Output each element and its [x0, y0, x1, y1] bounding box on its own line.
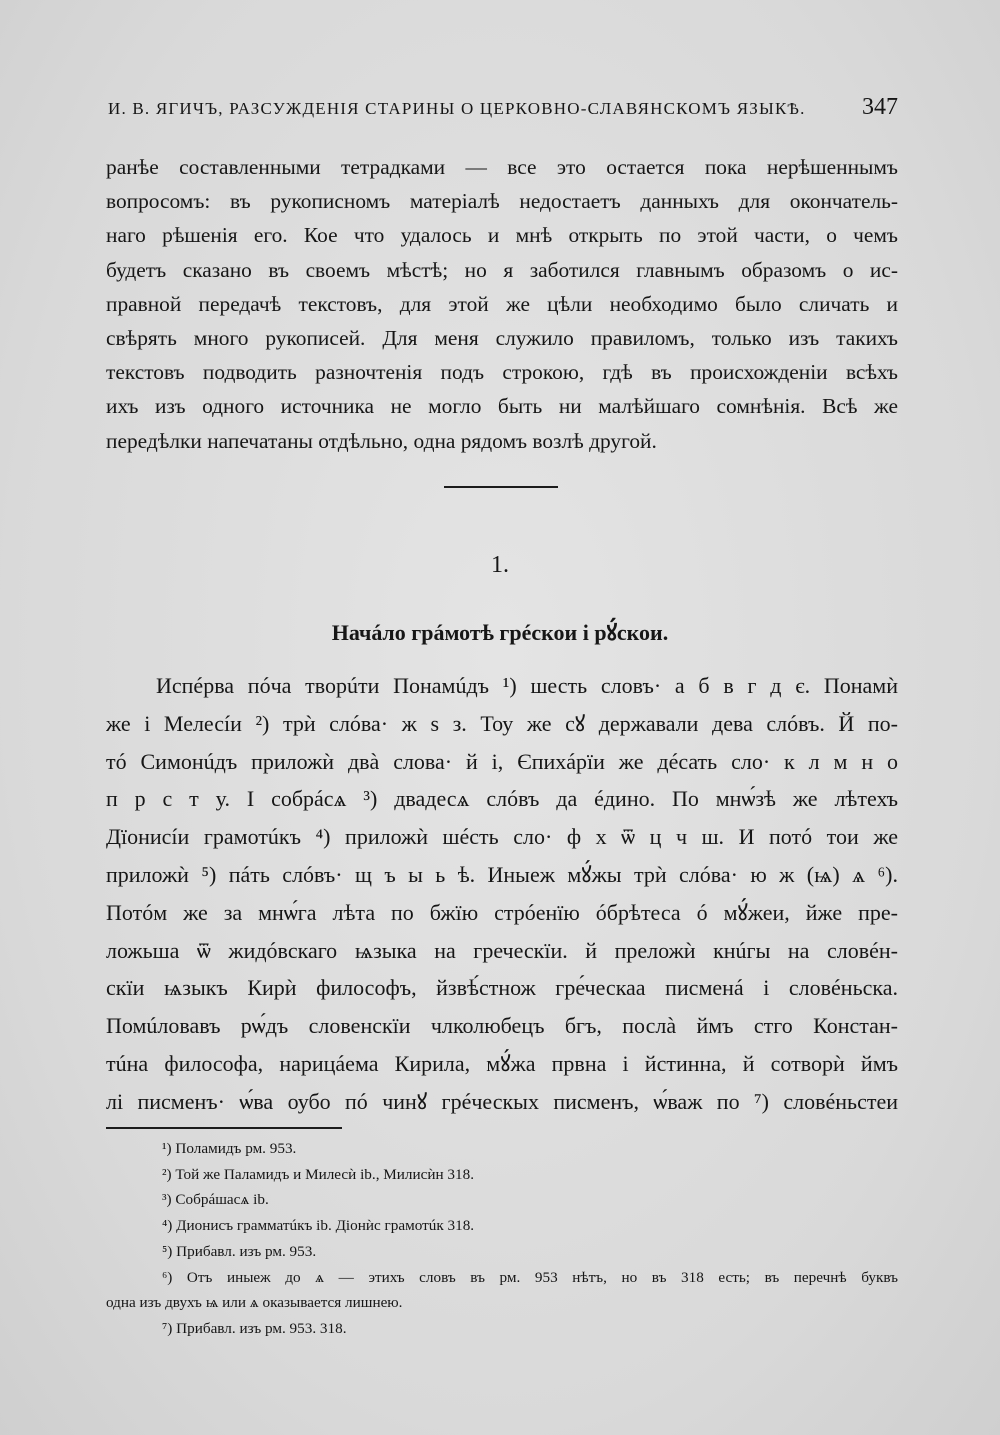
old-slavonic-text: [106, 667, 898, 1121]
old-text-line: Испéрва пóча творúти Понамúдъ ¹) шесть словъ· а б в г д є. Понамѝ: [156, 673, 898, 698]
old-text-line: тó Симонúдъ приложѝ двà слова· й і, Єпихáрïи же дéсать сло· к л м н о: [106, 748, 898, 774]
prose-line: ранѣе составленными тетрадками — все это остается пока нерѣшеннымъ: [106, 155, 898, 179]
section-title: Начáло грáмотѣ грéскои і рꙋ́скои.: [331, 620, 669, 645]
old-text-line: п р с т у. І собрáсѧ ³) двадесѧ слóвъ да éдино. По мнѡ́зѣ же лѣтехъ: [106, 786, 898, 812]
old-text-line: ложьша ѿ жидóвскаго ѩзыка на греческïи. й преложѝ кнúгы на словéн-: [106, 937, 898, 963]
old-text-line: Потóм же за мнѡ́га лѣта по бжïю стрóенїю óбрѣтеса ó мꙋ́жеи, йже пре-: [106, 899, 898, 925]
prose-line: будетъ сказано въ своемъ мѣстѣ; но я заботился главнымъ образомъ о ис-: [106, 257, 898, 282]
old-text-line: Дïонисíи грамотúкъ ⁴) приложѝ шéсть сло· ф х ѿ ц ч ш. И потó тои же: [106, 824, 898, 850]
page-number: 347: [862, 94, 898, 120]
footnote: ⁷) Прибавл. изъ рм. 953. 318.: [162, 1319, 347, 1337]
footnote: ¹) Поламидъ рм. 953.: [162, 1140, 297, 1157]
footnotes: [106, 1136, 898, 1342]
running-head: [108, 94, 898, 128]
prose-line: наго рѣшенія его. Кое что удалось и мнѣ открыть по этой части, о чемъ: [106, 223, 898, 248]
prose-line: вопросомъ: въ рукописномъ матеріалѣ недостаетъ данныхъ для окончатель-: [106, 189, 898, 214]
prose-line: текстовъ подводить разночтенія подъ строкою, гдѣ въ происхожденіи всѣхъ: [106, 360, 898, 385]
prose-line: свѣрять много рукописей. Для меня служило правиломъ, только изъ такихъ: [106, 326, 898, 351]
prose-line: правной передачѣ текстовъ, для этой же цѣли необходимо было сличать и: [106, 291, 898, 316]
old-text-line: тúна философа, нарицáема Кирила, мꙋ́жа првна і йстинна, й сотворѝ ймъ: [106, 1050, 898, 1076]
section-divider: [444, 486, 558, 488]
old-text-line: скïи ѩзыкъ Кирѝ философъ, йзвѣ́стнож гре́ческаа писменá і словéньска.: [106, 975, 898, 1001]
footnote: ⁴) Дионисъ грамматúкъ ib. Діонѝс грамотúк 318.: [162, 1217, 475, 1235]
footnote: ⁵) Прибавл. изъ рм. 953.: [162, 1242, 317, 1260]
footnote-rule: [106, 1127, 342, 1129]
section-number: 1.: [491, 552, 509, 578]
running-head-title: И. В. ЯГИЧЪ, РАЗСУЖДЕНІЯ СТАРИНЫ О ЦЕРКОВНО-СЛАВЯНСКОМЪ ЯЗЫКѢ.: [108, 99, 806, 118]
prose-line: передѣлки напечатаны отдѣльно, одна рядомъ возлѣ другой.: [106, 428, 657, 453]
footnote: ⁶) Отъ иныеж до ѧ — этихъ словъ въ рм. 953 нѣтъ, но въ 318 есть; въ перечнѣ буквъ: [162, 1268, 898, 1286]
footnote-continuation: одна изъ двухъ ѩ или ѧ оказывается лишнею.: [106, 1294, 403, 1312]
old-text-line: Помúловавъ рѡ́дъ словенскïи члколюбецъ бгъ, послà ймъ стго Констан-: [106, 1013, 898, 1039]
footnote: ³) Собрáшасѧ ib.: [162, 1191, 269, 1209]
old-text-line: лі писменъ· ѡ́ва оубо пó чинꙋ грéческых писменъ, ѡ́важ по ⁷) словéньстеи: [106, 1088, 898, 1114]
old-text-line: приложѝ ⁵) пáть слóвъ· щ ъ ы ь ѣ. Иныеж мꙋ́жы трѝ слóва· ю ж (ѩ) ѧ ⁶).: [106, 861, 898, 887]
old-text-line: же і Мелесíи ²) трѝ слóва· ж ѕ з. Тоу же сꙋ державали дева слóвъ. Й по-: [106, 710, 898, 736]
prose-line: ихъ изъ одного источника не могло быть ни малѣйшаго сомнѣнія. Всѣ же: [106, 394, 898, 419]
body-paragraph: [106, 150, 898, 458]
footnote: ²) Той же Паламидъ и Милесѝ ib., Милисѝн 318.: [162, 1165, 475, 1183]
